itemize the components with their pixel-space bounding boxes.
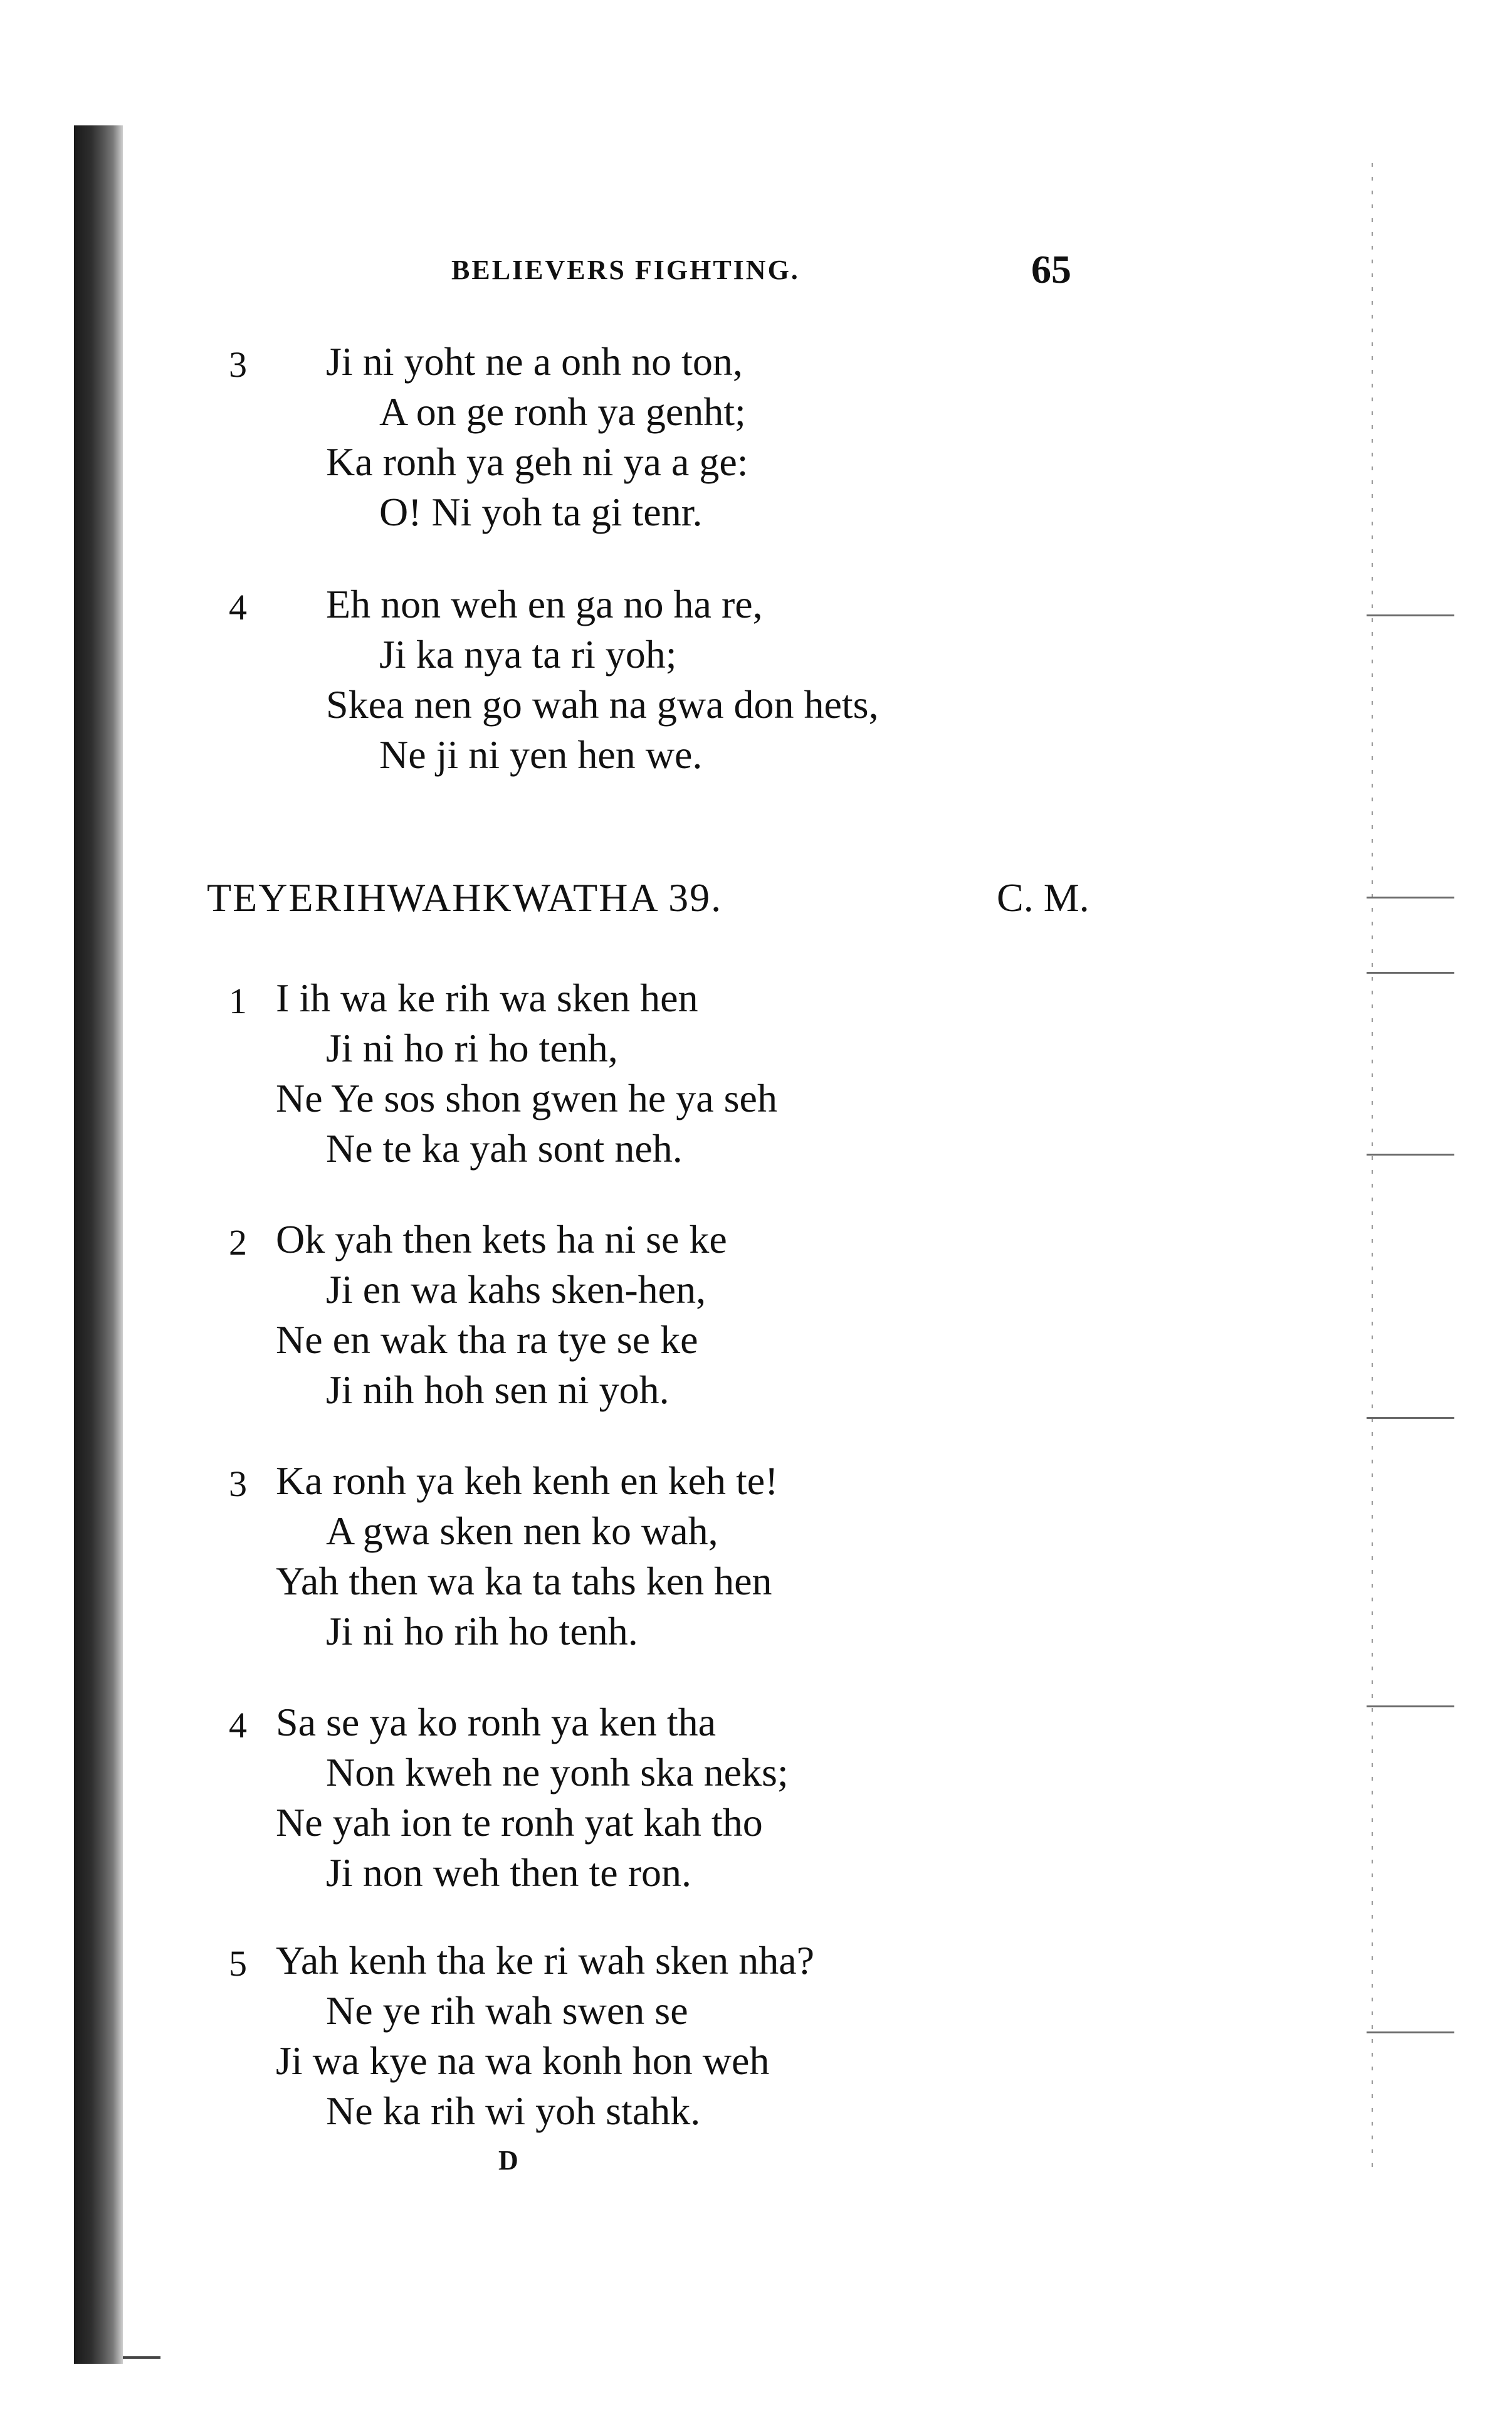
edge-line <box>1367 1417 1454 1419</box>
verse-line: Ji ni ho rih ho tenh. <box>326 1609 638 1653</box>
verse-line: Ji ni yoht ne a onh no ton, <box>326 339 743 384</box>
verse-line: Ji non weh then te ron. <box>326 1850 691 1895</box>
verse-line: Ne ka rih wi yoh stahk. <box>326 2089 701 2133</box>
hymn-meter: C. M. <box>997 875 1089 920</box>
running-head <box>0 247 1512 304</box>
edge-line <box>1367 614 1454 616</box>
verse-line: Ne ji ni yen hen we. <box>379 732 703 777</box>
spine-base-line <box>123 2356 160 2359</box>
stanza-number: 5 <box>229 1943 247 1984</box>
verse-line: Yah then wa ka ta tahs ken hen <box>276 1559 772 1603</box>
verse-line: Non kweh ne yonh ska neks; <box>326 1750 789 1794</box>
signature-mark: D <box>498 2145 518 2176</box>
verse-line: I ih wa ke rih wa sken hen <box>276 976 698 1020</box>
verse-line: Ne en wak tha ra tye se ke <box>276 1317 698 1362</box>
edge-dotted-rule <box>1372 163 1373 2169</box>
verse-line: Ji nih hoh sen ni yoh. <box>326 1367 669 1412</box>
verse-line: Yah kenh tha ke ri wah sken nha? <box>276 1938 815 1983</box>
verse-line: Ji ka nya ta ri yoh; <box>379 632 677 677</box>
verse-line: Ka ronh ya keh kenh en keh te! <box>276 1458 779 1503</box>
verse-line: Ka ronh ya geh ni ya a ge: <box>326 440 748 484</box>
edge-line <box>1367 972 1454 974</box>
stanza-number: 2 <box>229 1222 247 1263</box>
verse-line: Skea nen go wah na gwa don hets, <box>326 682 879 727</box>
verse-line: Ne Ye sos shon gwen he ya seh <box>276 1076 777 1120</box>
running-head-title: BELIEVERS FIGHTING. <box>451 255 800 285</box>
edge-line <box>1367 1705 1454 1707</box>
page-edge-marks <box>1360 163 1467 2169</box>
verse-line: A gwa sken nen ko wah, <box>326 1509 718 1553</box>
edge-line <box>1367 1154 1454 1156</box>
verse-line: Ne yah ion te ronh yat kah tho <box>276 1800 763 1845</box>
verse-line: Ji wa kye na wa konh hon weh <box>276 2038 770 2083</box>
stanza-number: 1 <box>229 981 247 1021</box>
edge-line <box>1367 2031 1454 2033</box>
book-spine-shadow <box>74 125 123 2364</box>
stanza-number: 3 <box>229 1463 247 1504</box>
hymn-heading <box>0 875 1512 931</box>
verse-line: Ne te ka yah sont neh. <box>326 1126 683 1171</box>
verse-line: O! Ni yoh ta gi tenr. <box>379 490 703 534</box>
page-number: 65 <box>1031 247 1071 292</box>
verse-line: Ne ye rih wah swen se <box>326 1988 688 2033</box>
stanza-number: 4 <box>229 587 247 628</box>
hymn-title: TEYERIHWAHKWATHA 39. <box>207 875 723 920</box>
stanza-number: 4 <box>229 1705 247 1746</box>
stanza-number: 3 <box>229 344 247 385</box>
verse-line: Ok yah then kets ha ni se ke <box>276 1217 727 1262</box>
verse-line: A on ge ronh ya genht; <box>379 389 746 434</box>
verse-line: Ji en wa kahs sken-hen, <box>326 1267 706 1312</box>
verse-line: Eh non weh en ga no ha re, <box>326 582 763 626</box>
verse-line: Sa se ya ko ronh ya ken tha <box>276 1700 717 1744</box>
verse-line: Ji ni ho ri ho tenh, <box>326 1026 618 1070</box>
